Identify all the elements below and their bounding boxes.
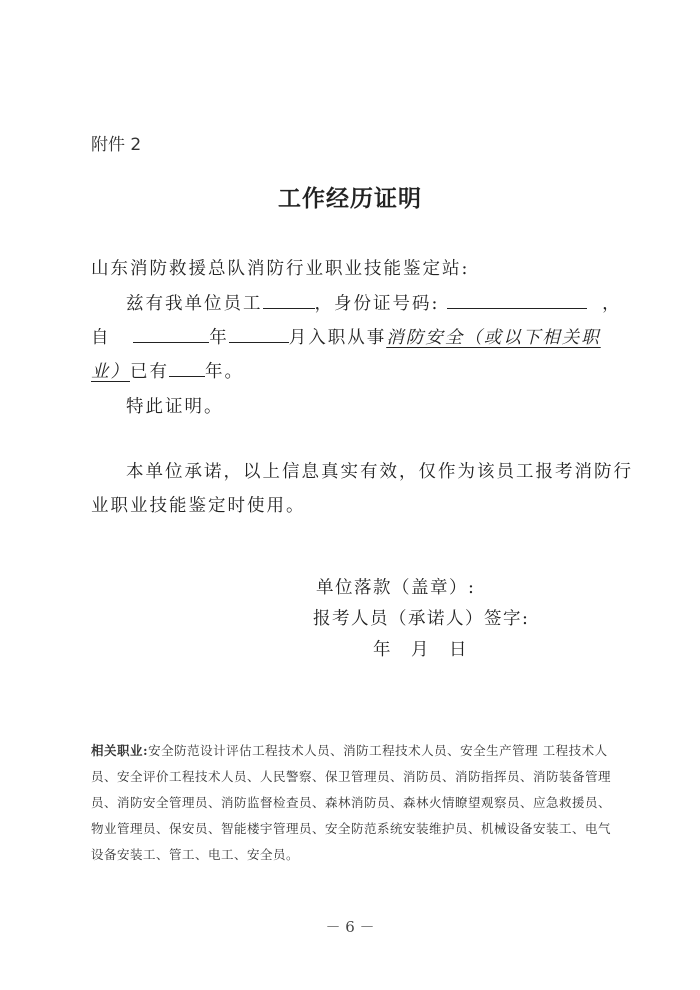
commitment-line-2: 业职业技能鉴定时使用。 [91, 496, 306, 516]
comma: ， [602, 294, 622, 314]
document-title: 工作经历证明 [278, 185, 422, 212]
id-number-label: ，身份证号码: [314, 294, 440, 314]
year-label: 年 [209, 328, 229, 348]
years-suffix: 年。 [205, 362, 244, 382]
start-month-blank [229, 325, 289, 343]
month-label: 月入职从事 [288, 328, 387, 348]
employment-line [91, 324, 601, 349]
applicant-signature-label: 报考人员（承诺人）签字: [313, 609, 530, 629]
date-label: 年 月 日 [373, 640, 468, 660]
unit-signature-label: 单位落款（盖章）: [316, 578, 476, 598]
note-label: 相关职业: [91, 743, 149, 758]
employee-name-blank [263, 291, 315, 309]
job-field-text: 消防安全（或以下相关职 [386, 328, 601, 348]
id-number-blank [447, 291, 587, 309]
attachment-label: 附件 2 [91, 135, 142, 155]
from-label: 自 [91, 328, 111, 348]
job-field-text-continued: 业） [91, 362, 130, 382]
employee-intro-text: 兹有我单位员工 [126, 294, 263, 314]
note-text: 安全防范设计评估工程技术人员、消防工程技术人员、安全生产管理 工程技术人员、安全评价工程技术人员、人民警察、保卫管理员、消防员、消防指挥员、消防装备管理员、消防安全管理员、消防监督检查员、森林消防员、森林火情瞭望观察员、应急救援员、物业管理员、保安员、智能楼宇管理员、安全防范系统安装维护员、机械设备安装工、电气设备安装工、管工、电工、安全员。 [91, 743, 612, 862]
start-year-blank [133, 325, 209, 343]
commitment-line-1: 本单位承诺，以上信息真实有效，仅作为该员工报考消防行 [126, 462, 633, 482]
years-line [91, 358, 244, 383]
related-occupations-note [91, 738, 621, 868]
certify-text: 特此证明。 [126, 397, 224, 417]
addressee: 山东消防救援总队消防行业职业技能鉴定站: [91, 259, 470, 279]
employee-id-line [126, 290, 622, 315]
years-blank [169, 359, 205, 377]
years-label: 已有 [130, 362, 169, 382]
page-number: － 6 － [325, 918, 375, 936]
